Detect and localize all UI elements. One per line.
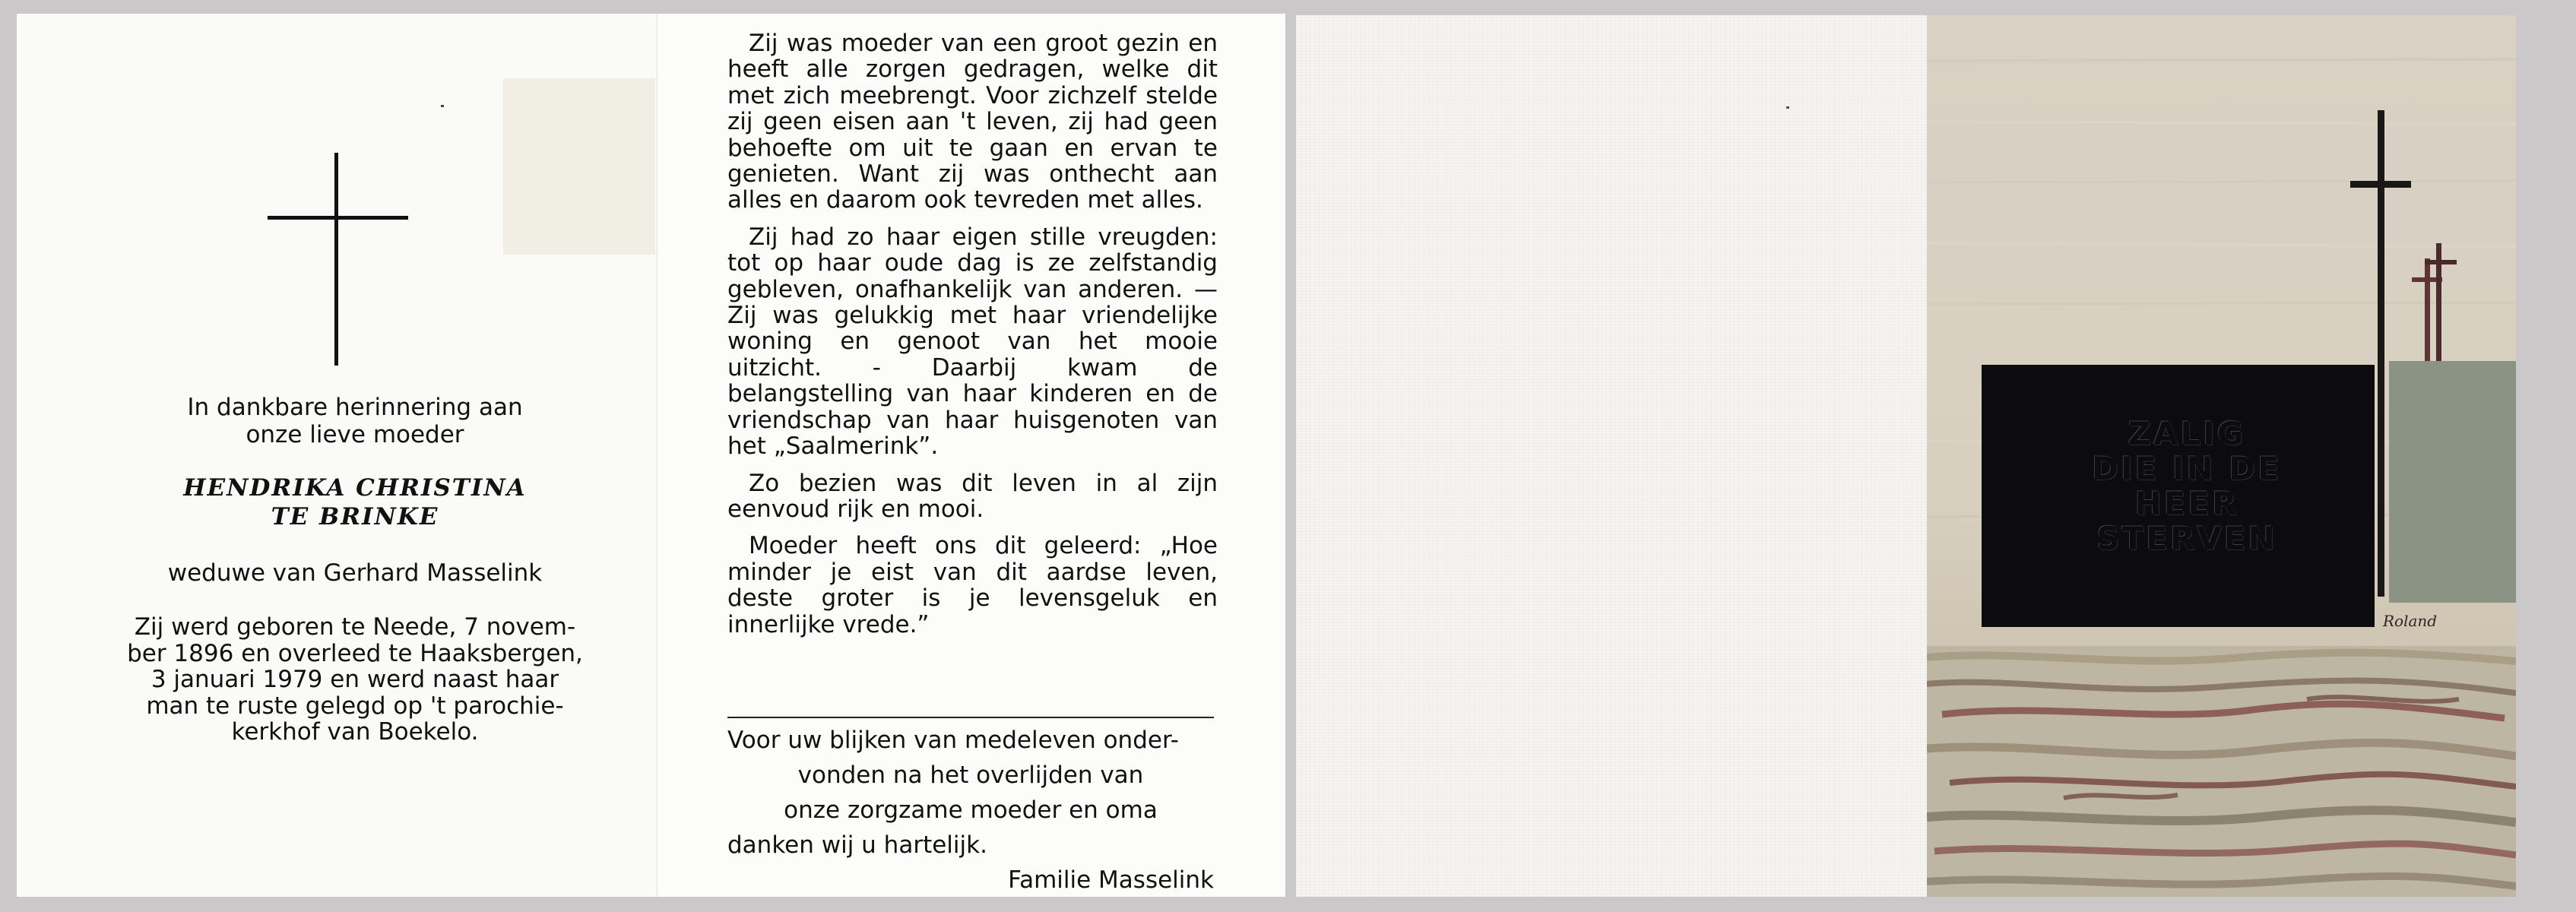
name-line: HENDRIKA CHRISTINA [183,474,527,502]
intro-line: onze lieve moeder [246,421,464,448]
thanks-line: onze zorgzame moeder en oma [784,796,1158,824]
thanks-block [727,723,1214,898]
artist-signature: Roland [2383,612,2438,630]
widow-line: weduwe van Gerhard Masselink [167,559,543,587]
back-cover [1296,15,1928,897]
speck [1786,106,1789,109]
bio-line: 3 januari 1979 en werd naast haar [151,666,559,693]
plaque-text [2050,416,2324,556]
cross-icon [268,153,408,366]
grey-panel [2389,361,2516,603]
plaque-line: STERVEN [2096,520,2277,557]
plaque-line: DIE IN DE [2092,450,2282,487]
bio-line: kerkhof van Boekelo. [231,718,479,746]
intro-line: In dankbare herinnering aan [187,394,523,421]
family-signature: Familie Masselink [1008,866,1214,894]
bio-line: man te ruste gelegd op 't parochie- [146,692,564,720]
thanks-line: danken wij u hartelijk. [727,831,987,859]
text-panel [657,14,1285,897]
paragraph: Moeder heeft ons dit geleerd: „Hoe minder je eist van dit aardse leven, deste groter is je levensgeluk en innerlijke vrede.” [727,532,1218,638]
body-text [727,30,1218,648]
thanks-line: vonden na het overlijden van [797,762,1144,789]
intro-block [78,394,632,448]
tall-cross-beam [2350,181,2411,188]
divider [727,717,1214,718]
paragraph: Zij had zo haar eigen stille vreugden: tot op haar oude dag is ze zelfstandig gebleven, onafhankelijk van anderen. — Zij was gelukkig met haar vriendelijke woning en genoot van het mooie uitzicht. - Daarbij kwam de belangstelling van haar kinderen en de vriendschap van haar huisgenoten van het „Saalmerink”. [727,223,1218,461]
bio-block [78,614,632,746]
paragraph: Zo bezien was dit leven in al zijn eenvoud rijk en mooi. [727,469,1218,523]
memorial-panel [17,14,657,897]
plaque-line: ZALIG [2128,415,2246,452]
deceased-name [78,473,632,531]
text-plaque [1982,365,2375,627]
memorial-card-outside [1296,15,2516,897]
front-cover-painting [1927,15,2516,897]
plaque-line: HEER [2134,485,2239,522]
speck [441,105,444,107]
paragraph: Zij was moeder van een groot gezin en heeft alle zorgen gedragen, welke dit met zich meebrengt. Voor zichzelf stelde zij geen eisen aan 't leven, zij had geen behoefte om uit te gaan en ervan te genieten. Want zij was onthecht aan alles en daarom ook tevreden met alles. [727,30,1218,214]
thanks-line: Voor uw blijken van medeleven onder- [727,727,1179,754]
memorial-card-inside [17,14,1285,897]
name-line: TE BRINKE [271,503,439,530]
tape-mark [503,78,655,255]
bio-line: ber 1896 en overleed te Haaksbergen, [127,639,583,667]
bio-line: Zij werd geboren te Neede, 7 novem- [134,613,576,641]
